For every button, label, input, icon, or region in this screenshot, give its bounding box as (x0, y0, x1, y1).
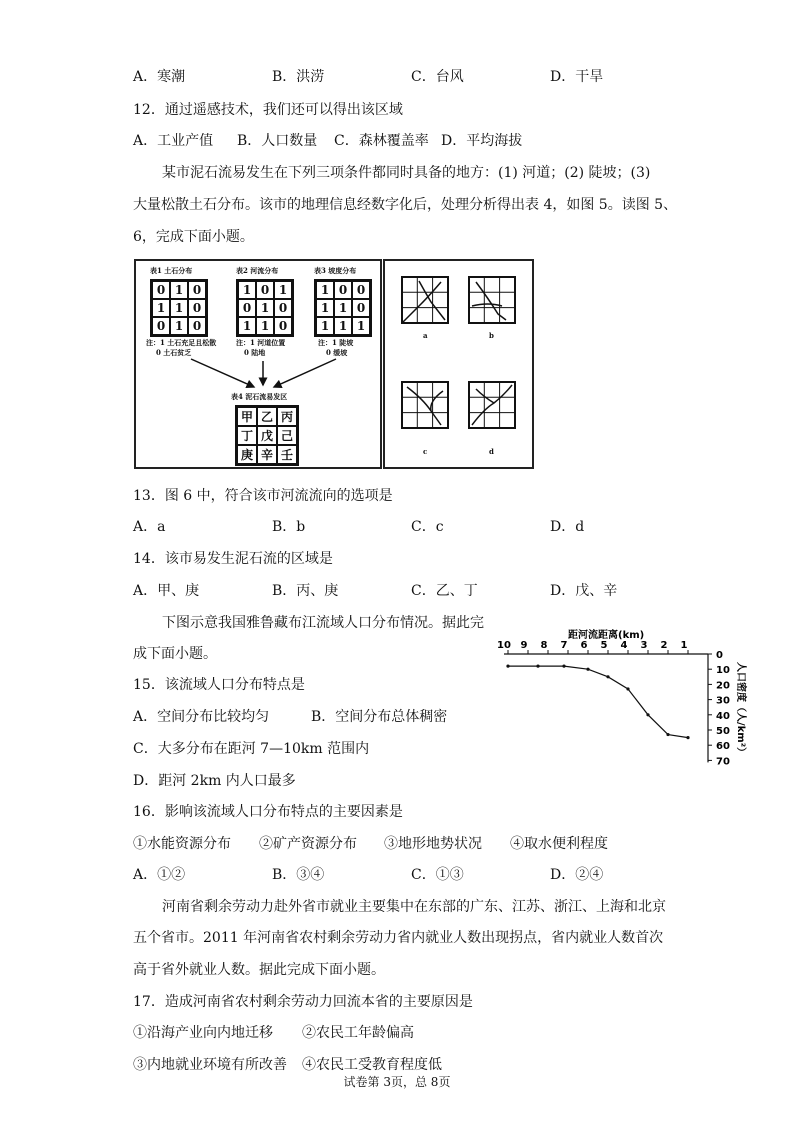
passage3-line-2: 五个省市。2011 年河南省农村剩余劳动力省内就业人数出现拐点，省内就业人数首次 (133, 930, 664, 946)
population-density-chart (488, 628, 758, 776)
table4-cell: 壬 (277, 445, 297, 464)
river-map-a (401, 276, 449, 324)
table2-cell: 0 (238, 299, 256, 317)
q11-option-d: D．干旱 (550, 69, 604, 85)
x-ticks (497, 640, 688, 654)
table1-cell: 0 (152, 317, 170, 335)
q16-item-1: ①水能资源分布 (133, 836, 231, 852)
x-tick-label: 10 (497, 640, 511, 651)
y-tick-label: 30 (716, 695, 730, 707)
river-map-d-label: d (489, 447, 494, 456)
q11-option-b: B．洪涝 (272, 69, 325, 85)
q13-stem: 13．图 6 中，符合该市河流流向的选项是 (133, 488, 393, 504)
page-footer: 试卷第 3页，总 8页 (343, 1075, 451, 1089)
q16-option-b: B．③④ (272, 867, 325, 883)
q12-option-b: B．人口数量 (237, 133, 318, 149)
river-map-b (468, 276, 516, 324)
table1-cell: 1 (170, 281, 188, 299)
q17-stem: 17．造成河南省农村剩余劳动力回流本省的主要原因是 (133, 994, 473, 1010)
x-tick-label: 1 (680, 640, 688, 651)
q13-option-d: D．d (550, 519, 585, 535)
river-map-c (401, 381, 449, 429)
table2-cell: 0 (274, 317, 292, 335)
q12-option-d: D．平均海拔 (441, 133, 523, 149)
data-point (626, 687, 629, 690)
data-point (506, 665, 509, 668)
table4-title: 表4 泥石流易发区 (231, 392, 288, 401)
table3-cell: 1 (334, 317, 352, 335)
data-point (606, 675, 609, 678)
river-map-d (468, 381, 516, 429)
q17-item-4: ④农民工受教育程度低 (302, 1057, 442, 1073)
q17-item-1: ①沿海产业向内地迁移 (133, 1025, 273, 1041)
x-tick-label: 3 (640, 640, 648, 651)
table2-cell: 1 (238, 317, 256, 335)
q16-item-2: ②矿产资源分布 (259, 836, 357, 852)
q16-stem: 16．影响该流域人口分布特点的主要因素是 (133, 804, 403, 820)
table4-cell: 戊 (257, 426, 277, 445)
q17-item-2: ②农民工年龄偏高 (302, 1025, 414, 1041)
x-tick-label: 9 (520, 640, 528, 651)
x-tick-label: 7 (560, 640, 568, 651)
q15-stem: 15．该流域人口分布特点是 (133, 677, 305, 693)
q14-stem: 14．该市易发生泥石流的区域是 (133, 551, 333, 567)
y-tick-label: 40 (716, 710, 730, 722)
table3-cell: 1 (316, 299, 334, 317)
y-tick-label: 20 (716, 680, 730, 692)
passage3-line-3: 高于省外就业人数。据此完成下面小题。 (133, 962, 385, 978)
q15-option-a: A．空间分布比较均匀 (133, 709, 270, 725)
table2-cell: 0 (274, 299, 292, 317)
y-ticks (708, 650, 730, 767)
table2-note-2: 0 陆地 (244, 348, 266, 357)
table1-note-2: 0 土石贫乏 (156, 348, 192, 357)
y-axis-label: 人口密度（人/km²） (735, 662, 746, 758)
q16-item-3: ③地形地势状况 (384, 836, 482, 852)
figure-6 (383, 259, 534, 469)
table2-cell: 1 (274, 281, 292, 299)
data-point (536, 665, 539, 668)
table3-cell: 1 (352, 317, 370, 335)
q15-option-c: C．大多分布在距河 7—10km 范围内 (133, 741, 370, 757)
table3-cell: 0 (334, 281, 352, 299)
q14-option-c: C．乙、丁 (411, 583, 478, 599)
q15-option-d: D．距河 2km 内人口最多 (133, 773, 296, 789)
passage1-line-1: 某市泥石流易发生在下列三项条件都同时具备的地方：(1) 河道；(2) 陡坡；(3) (162, 165, 651, 181)
q16-option-d: D．②④ (550, 867, 604, 883)
q11-option-a: A．寒潮 (133, 69, 186, 85)
passage3-line-1: 河南省剩余劳动力赴外省市就业主要集中在东部的广东、江苏、浙江、上海和北京 (162, 899, 666, 915)
q16-option-a: A．①② (133, 867, 186, 883)
table3-cell: 0 (352, 299, 370, 317)
q16-item-4: ④取水便利程度 (510, 836, 608, 852)
table3-title: 表3 坡度分布 (314, 266, 357, 275)
table2-cell: 0 (256, 281, 274, 299)
table3-cell: 1 (316, 281, 334, 299)
table4-grid (235, 405, 299, 466)
series-line (508, 666, 688, 737)
q13-option-c: C．c (411, 519, 444, 535)
table1-title: 表1 土石分布 (150, 266, 193, 275)
q12-option-a: A．工业产值 (133, 133, 214, 149)
x-axis-label: 距河流距离(km) (568, 630, 645, 641)
x-tick-label: 4 (620, 640, 628, 651)
q11-option-c: C．台风 (411, 69, 464, 85)
q13-option-a: A．a (133, 519, 166, 535)
table4-cell: 丁 (237, 426, 257, 445)
river-map-b-label: b (489, 331, 494, 340)
table1-cell: 1 (170, 299, 188, 317)
table4-cell: 辛 (257, 445, 277, 464)
q16-option-c: C．①③ (411, 867, 464, 883)
passage2-line-2: 成下面小题。 (133, 646, 217, 662)
table4-cell: 甲 (237, 407, 257, 426)
table1-cell: 1 (152, 299, 170, 317)
x-tick-label: 5 (600, 640, 608, 651)
table3-note-1: 注：1 陡坡 (318, 338, 354, 347)
q12-option-c: C．森林覆盖率 (334, 133, 429, 149)
data-point (646, 713, 649, 716)
table4-cell: 丙 (277, 407, 297, 426)
river-map-c-label: c (423, 447, 428, 456)
table1-note-1: 注：1 土石充足且松散 (146, 338, 217, 347)
x-tick-label: 8 (540, 640, 548, 651)
q15-option-b: B．空间分布总体稠密 (311, 709, 448, 725)
q14-option-d: D．戊、辛 (550, 583, 618, 599)
table1-cell: 0 (188, 299, 206, 317)
q14-option-b: B．丙、庚 (272, 583, 339, 599)
table1-cell: 1 (170, 317, 188, 335)
table2-note-1: 注：1 河道位置 (236, 338, 286, 347)
table3-note-2: 0 缓坡 (326, 348, 348, 357)
table4-cell: 庚 (237, 445, 257, 464)
q14-option-a: A．甲、庚 (133, 583, 200, 599)
table2-cell: 1 (256, 299, 274, 317)
passage1-line-3: 6，完成下面小题。 (133, 229, 254, 245)
y-tick-label: 60 (716, 741, 730, 753)
table4-cell: 己 (277, 426, 297, 445)
y-tick-label: 0 (716, 650, 723, 661)
table1-cell: 0 (152, 281, 170, 299)
table4-cell: 乙 (257, 407, 277, 426)
passage2-line-1: 下图示意我国雅鲁藏布江流域人口分布情况。据此完 (162, 615, 484, 631)
q17-item-3: ③内地就业环境有所改善 (133, 1057, 287, 1073)
q12-stem: 12．通过遥感技术，我们还可以得出该区域 (133, 102, 403, 118)
q13-option-b: B．b (272, 519, 306, 535)
table2-title: 表2 河流分布 (236, 266, 279, 275)
passage1-line-2: 大量松散土石分布。该市的地理信息经数字化后，处理分析得出表 4，如图 5。读图 5、 (133, 197, 678, 213)
river-map-a-label: a (423, 331, 428, 340)
data-point (666, 733, 669, 736)
y-tick-label: 10 (716, 665, 730, 677)
table3-cell: 0 (352, 281, 370, 299)
data-point (586, 668, 589, 671)
table3-cell: 1 (334, 299, 352, 317)
figure-5 (134, 259, 382, 469)
table3-cell: 1 (316, 317, 334, 335)
data-point (562, 665, 565, 668)
y-tick-label: 70 (716, 756, 730, 768)
x-tick-label: 6 (580, 640, 588, 651)
x-tick-label: 2 (660, 640, 668, 651)
table1-cell: 0 (188, 317, 206, 335)
data-point (686, 736, 689, 739)
table1-cell: 0 (188, 281, 206, 299)
table2-cell: 1 (238, 281, 256, 299)
table2-cell: 1 (256, 317, 274, 335)
y-tick-label: 50 (716, 726, 730, 737)
